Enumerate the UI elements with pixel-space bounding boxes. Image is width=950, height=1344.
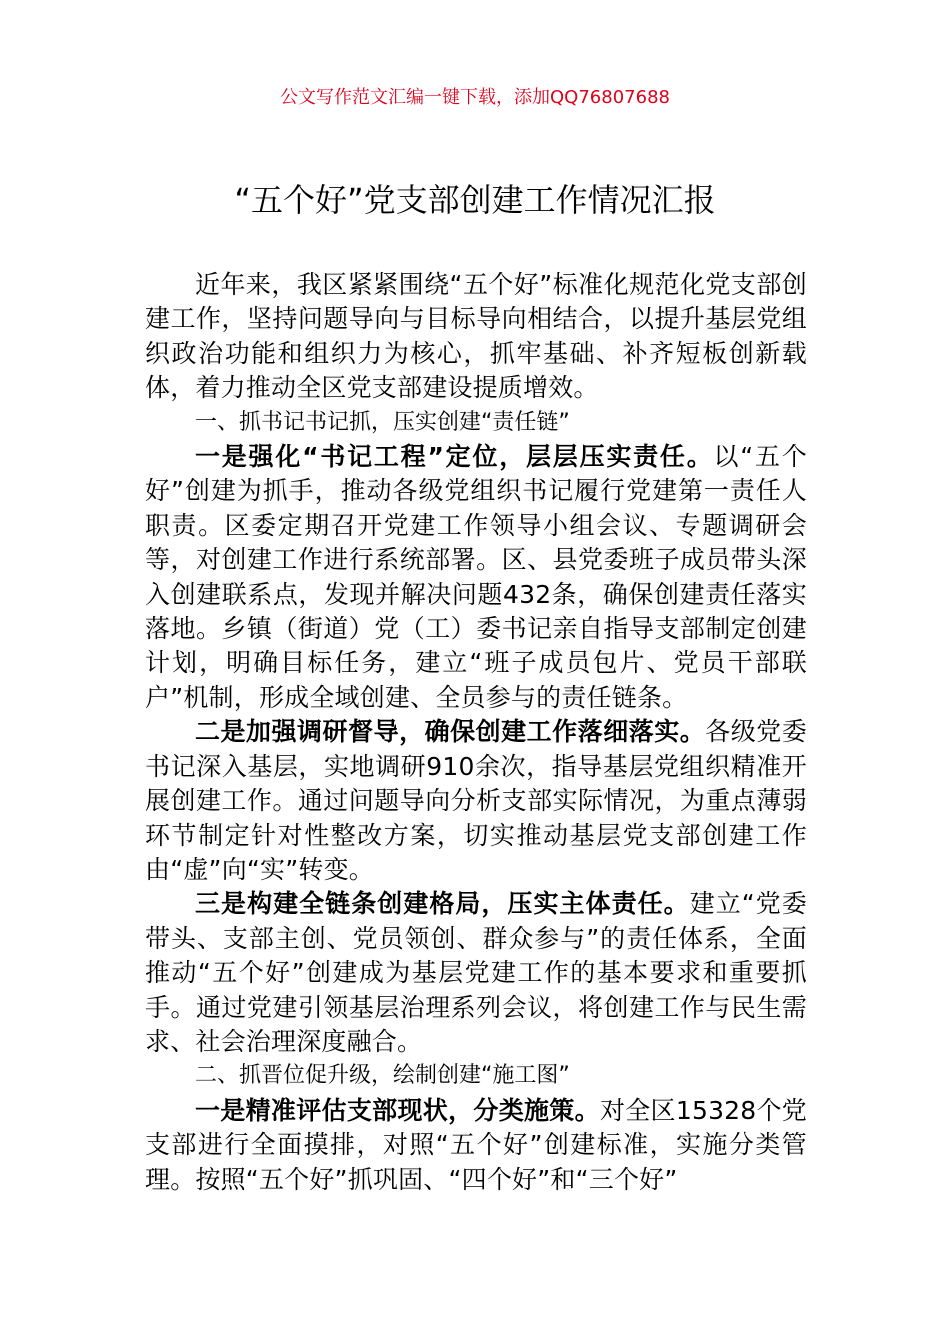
paragraph-text: 对全区15328个党支部进行全面摸排，对照“五个好”创建标准，实施分类管理。按照“五个好”抓巩固、“四个好”和“三个好” bbox=[145, 1095, 808, 1194]
document-title: “五个好”党支部创建工作情况汇报 bbox=[234, 181, 716, 219]
section-1-paragraph-3 bbox=[145, 887, 807, 1059]
intro-paragraph: 近年来，我区紧紧围绕“五个好”标准化规范化党支部创建工作，坚持问题导向与目标导向相结合，以提升基层党组织政治功能和组织力为核心，抓牢基础、补齐短板创新载体，着力推动全区党支部建设提质增效。 bbox=[145, 270, 807, 403]
paragraph-lead: 一是精准评估支部现状，分类施策。 bbox=[195, 1095, 600, 1125]
section-1-paragraph-2 bbox=[145, 715, 807, 887]
download-notice: 公文写作范文汇编一键下载，添加QQ76807688 bbox=[280, 87, 670, 108]
paragraph-text: 建立“党委带头、支部主创、党员领创、群众参与”的责任体系，全面推动“五个好”创建成为基层党建工作的基本要求和重要抓手。通过党建引领基层治理系列会议，将创建工作与民生需求、社会治理深度融合。 bbox=[145, 889, 808, 1056]
paragraph-lead: 一是强化“书记工程”定位，层层压实责任。 bbox=[195, 442, 714, 472]
paragraph-text: 各级党委书记深入基层，实地调研910余次，指导基层党组织精准开展创建工作。通过问题导向分析支部实际情况，为重点薄弱环节制定针对性整改方案，切实推动基层党支部创建工作由“虚”向“实”转变。 bbox=[145, 717, 807, 884]
paragraph-text: 以“五个好”创建为抓手，推动各级党组织书记履行党建第一责任人职责。区委定期召开党建工作领导小组会议、专题调研会等，对创建工作进行系统部署。区、县党委班子成员带头深入创建联系点，发现并解决问题432条，确保创建责任落实落地。乡镇（街道）党（工）委书记亲自指导支部制定创建计划，明确目标任务，建立“班子成员包片、党员干部联户”机制，形成全域创建、全员参与的责任链条。 bbox=[145, 442, 807, 712]
paragraph-lead: 三是构建全链条创建格局，压实主体责任。 bbox=[195, 889, 690, 919]
section-1-paragraph-1 bbox=[145, 440, 807, 715]
document-body bbox=[145, 268, 807, 1197]
section-2-paragraph-1 bbox=[145, 1094, 807, 1197]
paragraph-lead: 二是加强调研督导，确保创建工作落细落实。 bbox=[195, 717, 706, 747]
section-heading-1: 一、抓书记书记抓，压实创建“责任链” bbox=[194, 409, 570, 435]
section-heading-2: 二、抓晋位促升级，绘制创建“施工图” bbox=[194, 1063, 570, 1089]
